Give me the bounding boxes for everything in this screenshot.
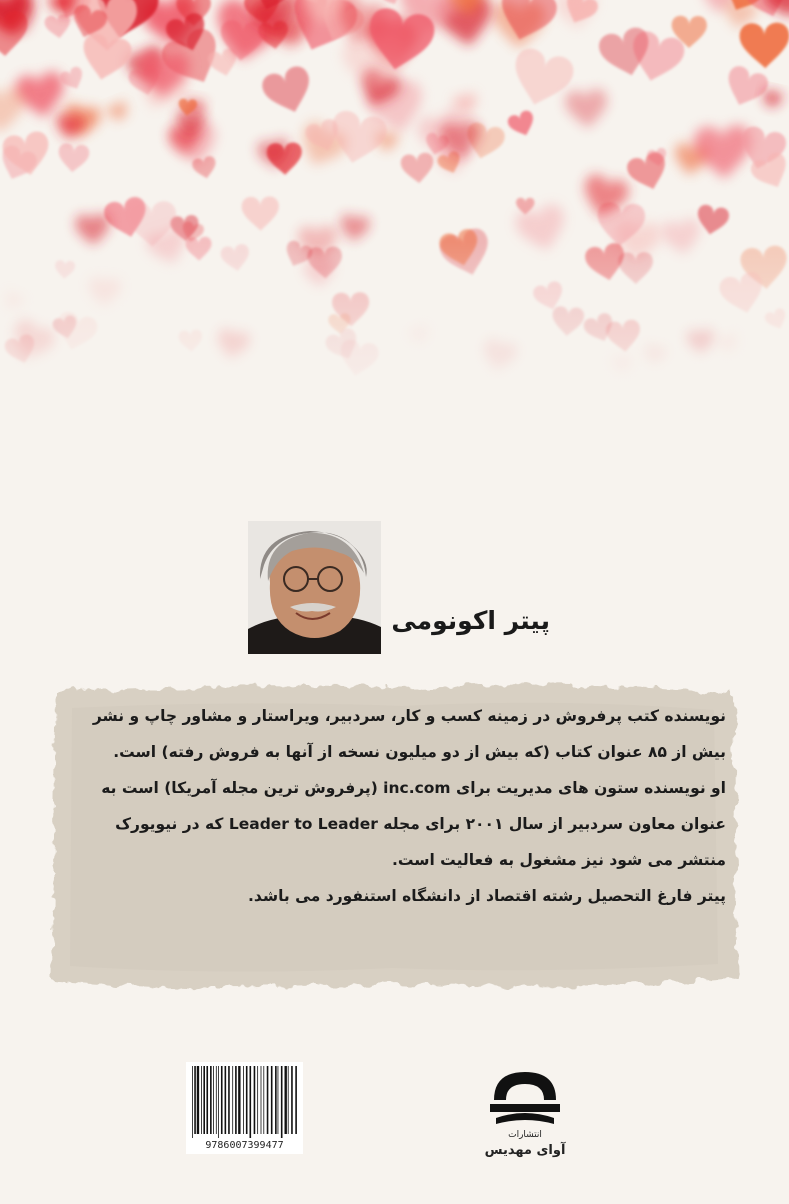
barcode-bar (216, 1066, 217, 1134)
barcode-bar (278, 1066, 279, 1134)
barcode-bar (271, 1066, 273, 1134)
barcode-bar (285, 1066, 287, 1134)
barcode-bar (246, 1066, 248, 1134)
isbn-barcode (186, 1062, 303, 1154)
barcode-bar (288, 1066, 289, 1134)
barcode-bar (267, 1066, 269, 1134)
publisher-label: انتشارات (508, 1130, 542, 1140)
publisher-name: آوای مهدیس (484, 1143, 566, 1158)
barcode-bar (213, 1066, 214, 1134)
bio-paragraph: نویسنده کتب پرفروش در زمینه کسب و کار، سردبیر، ویراستار و مشاور چاپ و نشر بیش از ۸۵ عنوان کتاب (که بیش از دو میلیون نسخه از آنها به فروش رفته) است. (92, 707, 726, 761)
publisher-logo (480, 1060, 570, 1160)
barcode-bar (203, 1066, 205, 1134)
barcode-bar (201, 1066, 202, 1134)
barcode-bar (228, 1066, 230, 1134)
barcode-bar (261, 1066, 262, 1134)
barcode-bar (263, 1066, 264, 1134)
barcode-bar (210, 1066, 212, 1134)
barcode-bar (291, 1066, 293, 1134)
author-photo (248, 521, 381, 654)
barcode-bar (243, 1066, 244, 1134)
author-name: پیتر اکونومی (391, 606, 550, 635)
bio-paragraph: پیتر فارغ التحصیل رشته اقتصاد از دانشگاه استنفورد می باشد. (247, 887, 726, 905)
bio-paragraph: او نویسنده ستون های مدیریت برای inc.com (پرفروش ترین مجله آمریکا) است به عنوان معاون سردبیر از سال ۲۰۰۱ برای مجله Leader to Leader که در نیویورک منتشر می شود نیز مشغول به فعالیت است. (101, 779, 726, 869)
barcode-bar (221, 1066, 223, 1134)
barcode-bar (194, 1066, 196, 1134)
barcode-bar (257, 1066, 258, 1134)
hearts-background (0, 0, 789, 440)
barcode-bar (192, 1066, 193, 1138)
barcode-bar (225, 1066, 227, 1134)
barcode-bar (232, 1066, 233, 1134)
barcode-bar (250, 1066, 252, 1138)
isbn-number: 9786007399477 (205, 1140, 284, 1151)
barcode-bar (295, 1066, 297, 1134)
barcode-bar (275, 1066, 277, 1134)
barcode-bar (254, 1066, 256, 1134)
barcode-bar (206, 1066, 208, 1134)
barcode-bar (235, 1066, 237, 1134)
barcode-bar (218, 1066, 219, 1138)
publisher-logo-icon (480, 1060, 570, 1130)
barcode-bar (238, 1066, 240, 1134)
author-bio (72, 698, 726, 914)
barcode-bar (197, 1066, 199, 1134)
barcode-bar (281, 1066, 283, 1138)
